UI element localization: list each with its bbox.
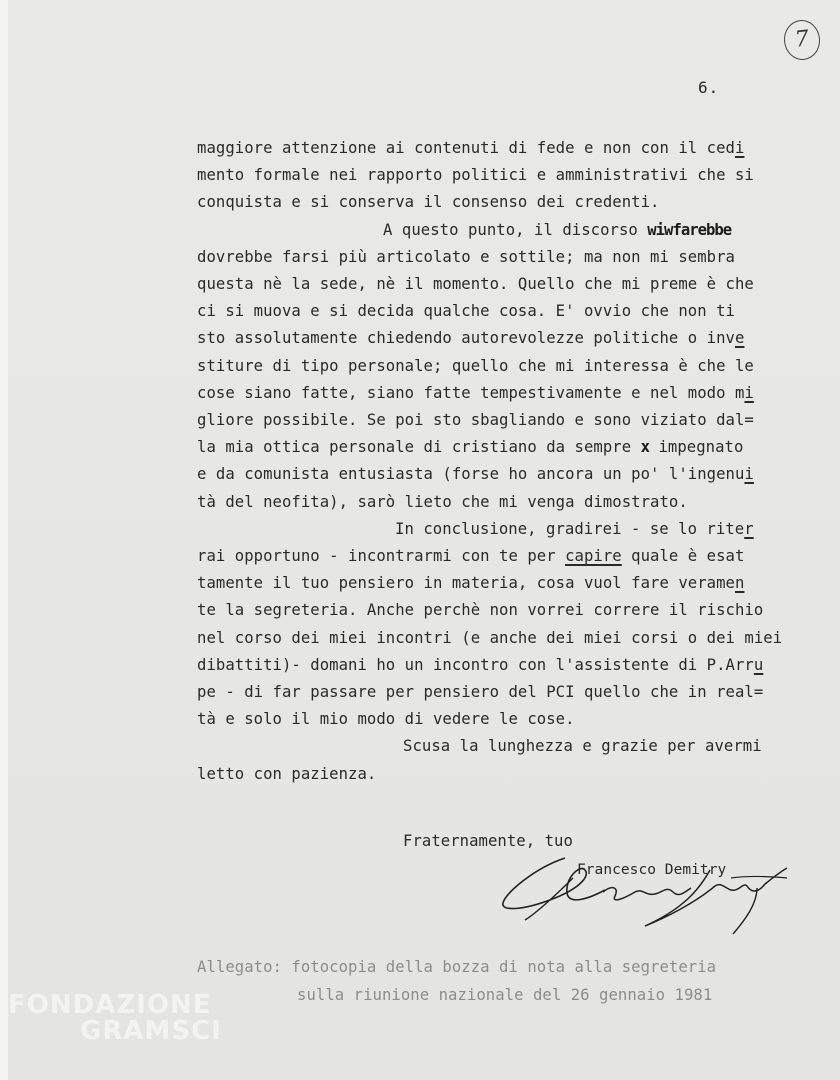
folio-mark: 7 (782, 18, 822, 62)
text-line: Scusa la lunghezza e grazie per avermi (403, 737, 762, 756)
text-line: la mia ottica personale di cristiano da sempre x impegnato (197, 438, 744, 457)
signer-name: Francesco Demitry (577, 862, 727, 878)
page-edge (0, 0, 8, 1080)
text-line: conquista e si conserva il consenso dei credenti. (197, 193, 660, 212)
underlined-text: i (744, 383, 754, 402)
closing-line: Fraternamente, tuo (403, 832, 573, 850)
text-line: stiture di tipo personale; quello che mi interessa è che le (197, 356, 754, 375)
underlined-text: r (744, 519, 754, 538)
watermark-line-2: GRAMSCI (80, 1016, 222, 1046)
text-line: mento formale nei rapporto politici e amministrativi che si (197, 166, 754, 185)
text-line: nel corso dei miei incontri (e anche dei miei corsi o dei miei (197, 628, 783, 647)
text-line: A questo punto, il discorso wiwfarebbe (383, 220, 732, 239)
text-line: ci si muova e si decida qualche cosa. E' ovvio che non ti (197, 302, 735, 321)
text-line: cose siano fatte, siano fatte tempestivamente e nel modo mi (197, 383, 754, 402)
text-line: dovrebbe farsi più articolato e sottile; ma non mi sembra (197, 247, 735, 266)
archive-watermark (8, 992, 222, 1044)
text-line: rai opportuno - incontrarmi con te per capire quale è esat (197, 547, 745, 565)
text-line: gliore possibile. Se poi sto sbagliando e sono viziato dal= (197, 411, 754, 429)
overtyped-text: x (640, 438, 649, 457)
text-line: pe - di far passare per pensiero del PCI quello che in real= (197, 683, 764, 701)
text-line: tà e solo il mio modo di vedere le cose. (197, 710, 575, 729)
text-line: e da comunista entusiasta (forse ho ancora un po' l'ingenui (197, 465, 754, 484)
text-line: maggiore attenzione ai contenuti di fede e non con il cedi (197, 139, 745, 157)
text-line: dibattiti)- domani ho un incontro con l'assistente di P.Arru (197, 655, 764, 674)
text-line: te la segreteria. Anche perchè non vorrei correre il rischio (197, 601, 764, 620)
text-line: letto con pazienza. (197, 764, 377, 783)
attachment-line-2: sulla riunione nazionale del 26 gennaio 1981 (297, 986, 713, 1004)
text-line: tà del neofita), sarò lieto che mi venga dimostrato. (197, 492, 688, 511)
page-number: 6. (698, 78, 720, 97)
underlined-text: i (744, 465, 754, 484)
text-line: In conclusione, gradirei - se lo riter (395, 519, 754, 538)
underlined-text: u (753, 655, 764, 674)
underlined-text: e (734, 329, 745, 348)
attachment-line-1: Allegato: fotocopia della bozza di nota alla segreteria (197, 958, 717, 976)
underlined-text: capire (565, 547, 622, 565)
overtyped-text: wiwfarebbe (647, 220, 732, 239)
underlined-text: i (734, 139, 745, 157)
text-line: questa nè la sede, nè il momento. Quello che mi preme è che (197, 275, 754, 293)
handwritten-signature (495, 848, 795, 938)
underlined-text: n (734, 574, 745, 593)
text-line: tamente il tuo pensiero in materia, cosa vuol fare veramen (197, 574, 745, 593)
watermark-line-1: FONDAZIONE (8, 990, 212, 1020)
text-line: sto assolutamente chiedendo autorevolezze politiche o inve (197, 329, 745, 348)
